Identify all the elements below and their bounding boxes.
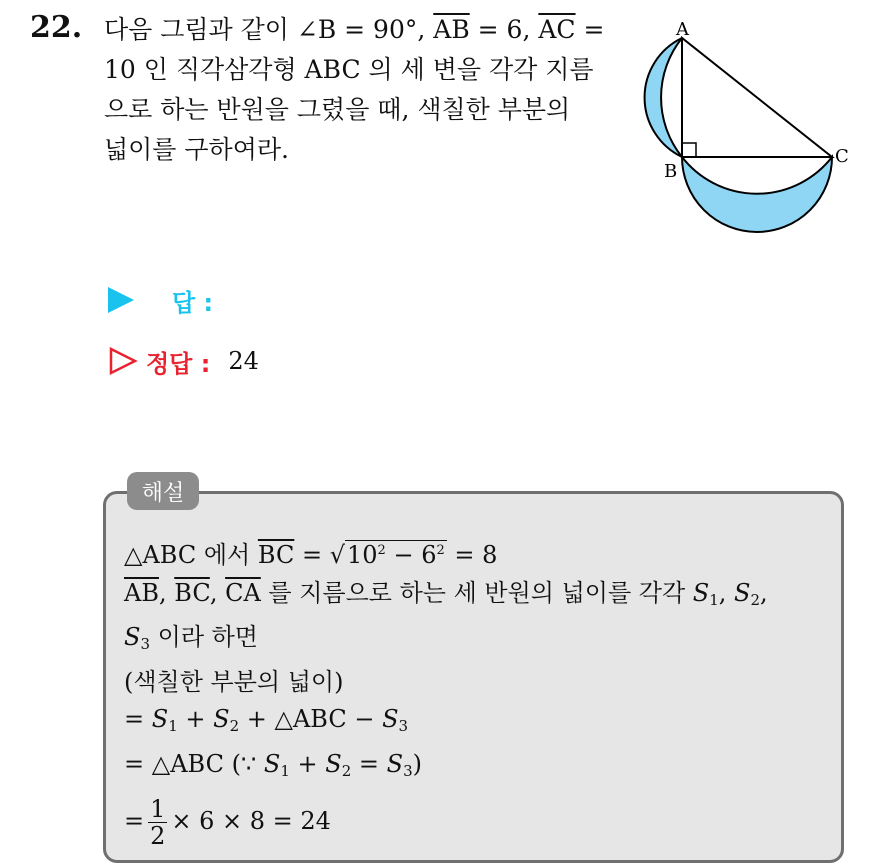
sol6-s1: 1 (280, 761, 290, 780)
sol6-a: = △ABC (∵ (124, 749, 264, 778)
sol6-s3: 3 (403, 761, 413, 780)
question-line-4: 넓이를 구하여라. (104, 135, 289, 164)
solution-line-5 (124, 701, 839, 746)
answer-arrow-icon (108, 287, 134, 313)
label-c: C (835, 146, 849, 167)
sol2-comma: , (718, 578, 735, 607)
question-line-1-mid: = 6, (469, 15, 539, 44)
sol6-s: S (263, 749, 281, 778)
sol6-s3l: S (386, 749, 404, 778)
sol3-text: 이라 하면 (150, 623, 258, 651)
label-a: A (676, 20, 689, 40)
sol2-ab: $\overline{AB}$ (124, 578, 159, 607)
solution-line-7 (124, 796, 839, 856)
sol6-s2l: S (325, 749, 342, 778)
sol6-s2: 2 (341, 761, 352, 780)
correct-arrow-icon (108, 346, 138, 376)
sol5-a: = (124, 705, 152, 733)
sol1-exp1: 2 (377, 543, 386, 558)
solution-tag: 해설 (127, 472, 199, 510)
sol2-s2: 2 (750, 590, 761, 609)
sol6-d: ) (412, 749, 422, 778)
question-number: 22. (30, 10, 83, 45)
sol2-s2label: S (734, 578, 751, 607)
sol5-s2l: S (213, 705, 230, 733)
segment-ab: $\overline{AB}$ (433, 15, 470, 44)
right-angle-mark (682, 143, 696, 157)
triangle-semicircle-figure (620, 20, 860, 240)
sol3-s: S (124, 623, 141, 651)
sol6-b: + (289, 749, 326, 778)
correct-answer-row (108, 344, 259, 378)
sqrt-expression: $√10^2 - 6^2$ (329, 541, 445, 569)
question-line-1-end: = (575, 15, 605, 44)
bottom-shaded-lune (682, 157, 832, 232)
sol5-s1: 1 (168, 717, 178, 735)
frac-denominator: 2 (150, 822, 166, 850)
question-line-1 (104, 10, 604, 50)
correct-answer-label: 정답 : (146, 349, 211, 378)
sol2-s: S (692, 578, 710, 607)
sol5-c: + △ABC − (239, 705, 383, 733)
sol5-s3l: S (382, 705, 399, 733)
solution-line-4: (색칠한 부분의 넓이) (124, 667, 344, 696)
sol1-eq: = (294, 541, 330, 569)
fraction-one-half (148, 796, 167, 849)
sol2-c1: , (158, 578, 175, 607)
sol2-ca: $\overline{CA}$ (225, 578, 261, 607)
sol1-minus: − 6 (385, 541, 437, 569)
sol7-a: = (124, 807, 145, 835)
sol1-exp2: 2 (436, 543, 445, 558)
solution-line-6 (124, 746, 839, 791)
correct-answer-value: 24 (228, 347, 259, 375)
sol7-b: × 6 × 8 = 24 (171, 807, 331, 835)
label-b: B (664, 161, 678, 182)
sol3-s3: 3 (140, 635, 150, 653)
sol2-s1: 1 (709, 590, 719, 609)
solution-content (124, 532, 839, 856)
answer-row (108, 283, 213, 317)
sol5-s2: 2 (229, 717, 240, 735)
sol5-b: + (177, 705, 214, 733)
sol1-rad: 10 (347, 541, 378, 569)
solution-line-3 (124, 619, 839, 664)
solution-line-2 (124, 575, 839, 620)
sol1-result: = 8 (446, 541, 498, 569)
frac-numerator: 1 (150, 795, 166, 823)
question-line-1-pre: 다음 그림과 같이 ∠B = 90°, (104, 15, 434, 44)
sol5-s: S (151, 705, 169, 733)
question-line-3: 으로 하는 반원을 그렸을 때, 색칠한 부분의 (104, 95, 571, 124)
answer-label: 답 : (172, 288, 214, 317)
sol6-c: = (351, 749, 387, 778)
sol1-pre: △ABC 에서 (124, 541, 258, 569)
sol5-s3: 3 (398, 717, 409, 735)
triangle-abc (682, 38, 832, 157)
question-text (104, 10, 604, 170)
left-shaded-lune (645, 38, 682, 157)
sol2-bc: $\overline{BC}$ (174, 578, 210, 607)
sol2-c2: , (209, 578, 226, 607)
sol2-end: , (760, 578, 768, 607)
segment-ac: $\overline{AC}$ (538, 15, 576, 44)
sol1-bc: $\overline{BC}$ (257, 541, 295, 569)
sol2-text: 를 지름으로 하는 세 반원의 넓이를 각각 (260, 578, 693, 607)
solution-line-1 (124, 532, 839, 575)
question-line-2: 10 인 직각삼각형 ABC 의 세 변을 각각 지름 (104, 55, 594, 84)
